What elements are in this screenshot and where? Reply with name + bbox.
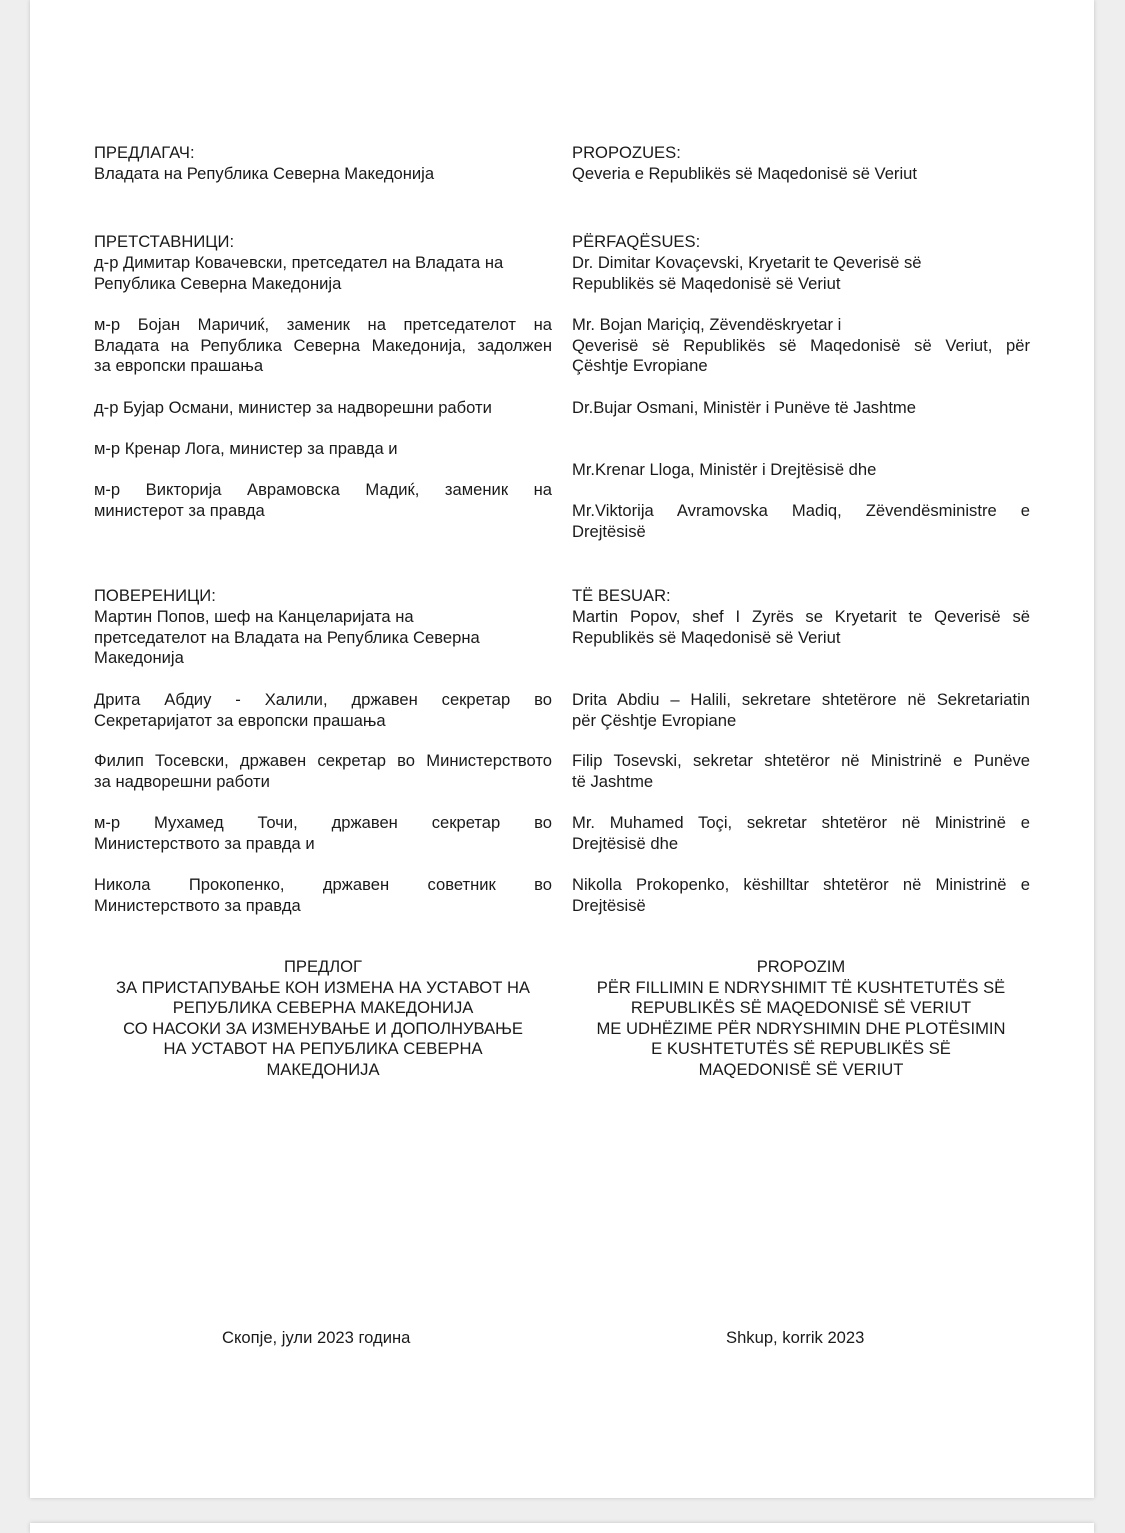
entry-line: д-р Димитар Ковачевски, претседател на Владата на xyxy=(94,253,504,272)
entry-line: Republikës së Maqedonisë së Veriut xyxy=(572,273,841,293)
entry-line: претседателот на Владата на Република Северна xyxy=(94,627,480,647)
entry-line: Мартин Попов, шеф на Канцеларијата на xyxy=(94,607,414,626)
proposal-title-sq xyxy=(571,957,1031,1081)
trustee-entry-mk xyxy=(94,751,552,792)
document-page xyxy=(30,0,1094,1498)
trustee-entry-mk xyxy=(94,690,552,731)
entry-line: м-р Викторија Аврамовска Мадиќ, заменик на xyxy=(94,480,552,499)
entry-line: Mr.Viktorija Avramovska Madiq, Zëvendësministre e xyxy=(572,501,1030,520)
representative-entry-sq xyxy=(572,501,1030,542)
entry-line: Mr.Krenar Lloga, Ministër i Drejtësisë dhe xyxy=(572,460,877,479)
trustee-entry-mk xyxy=(94,607,552,669)
representative-entry-sq xyxy=(572,460,1030,481)
entry-line: Македонија xyxy=(94,648,184,668)
entry-line: Qeverisë së Republikës së Maqedonisë së Veriut, për xyxy=(572,335,1030,355)
representative-entry-mk xyxy=(94,315,552,377)
representative-entry-sq xyxy=(572,315,1030,377)
trustees-heading-sq-wrap xyxy=(572,586,1030,607)
proposer-mk xyxy=(94,143,552,184)
entry-line: të Jashtme xyxy=(572,771,654,791)
title-line: РЕПУБЛИКА СЕВЕРНА МАКЕДОНИЈА xyxy=(172,998,474,1018)
proposer-name-sq: Qeveria e Republikës së Maqedonisë së Veriut xyxy=(572,163,917,183)
title-line: PËR FILLIMIN E NDRYSHIMIT TË KUSHTETUTËS SË xyxy=(596,977,1006,997)
representatives-heading-sq-wrap xyxy=(572,232,1030,253)
trustee-entry-sq xyxy=(572,690,1030,731)
title-line: НА УСТАВОТ НА РЕПУБЛИКА СЕВЕРНА xyxy=(163,1039,483,1059)
entry-line: Drejtësisë xyxy=(572,895,646,915)
entry-line: Drita Abdiu – Halili, sekretare shtetërore në Sekretariatin xyxy=(572,690,1030,709)
trustee-entry-sq xyxy=(572,607,1030,648)
entry-line: Martin Popov, shef I Zyrës se Kryetarit te Qeverisë së xyxy=(572,607,1030,626)
entry-line: д-р Бујар Османи, министер за надворешни работи xyxy=(94,398,492,417)
entry-line: Владата на Република Северна Македонија, задолжен xyxy=(94,335,552,355)
representatives-heading-mk: ПРЕТСТАВНИЦИ: xyxy=(94,232,235,251)
title-line: ПРЕДЛОГ xyxy=(283,957,363,976)
trustees-heading-sq: TË BESUAR: xyxy=(572,586,671,605)
entry-line: Drejtësisë xyxy=(572,521,646,541)
trustee-entry-sq xyxy=(572,875,1030,916)
title-line: MAQEDONISË SË VERIUT xyxy=(698,1059,904,1079)
entry-line: Филип Тосевски, државен секретар во Министерството xyxy=(94,751,552,770)
trustees-heading-mk-wrap xyxy=(94,586,552,607)
place-date-sq: Shkup, korrik 2023 xyxy=(726,1328,865,1347)
proposer-heading-sq: PROPOZUES: xyxy=(572,143,681,162)
entry-line: м-р Мухамед Точи, државен секретар во xyxy=(94,813,552,832)
entry-line: Nikolla Prokopenko, këshilltar shtetëror në Ministrinë e xyxy=(572,875,1030,894)
entry-line: për Çështje Evropiane xyxy=(572,710,737,730)
trustee-entry-sq xyxy=(572,813,1030,854)
entry-line: Дрита Абдиу - Халили, државен секретар во xyxy=(94,690,552,709)
representative-entry-sq xyxy=(572,398,1030,419)
entry-line: Dr.Bujar Osmani, Ministër i Punëve të Jashtme xyxy=(572,398,916,417)
representatives-heading-mk-wrap xyxy=(94,232,552,253)
representative-entry-mk xyxy=(94,439,552,460)
title-line: ME UDHËZIME PËR NDRYSHIMIN DHE PLOTËSIMIN xyxy=(596,1018,1006,1038)
entry-line: Çështje Evropiane xyxy=(572,356,708,376)
representative-entry-mk xyxy=(94,480,552,521)
entry-line: Filip Tosevski, sekretar shtetëror në Ministrinë e Punëve xyxy=(572,751,1030,770)
representative-entry-mk xyxy=(94,253,552,294)
title-line: PROPOZIM xyxy=(756,957,846,976)
entry-line: министерот за правда xyxy=(94,500,265,520)
title-line: СО НАСОКИ ЗА ИЗМЕНУВАЊЕ И ДОПОЛНУВАЊЕ xyxy=(123,1018,523,1038)
next-page-edge xyxy=(30,1523,1094,1533)
entry-line: Drejtësisë dhe xyxy=(572,833,679,853)
representative-entry-mk xyxy=(94,398,552,419)
entry-line: Republikës së Maqedonisë së Veriut xyxy=(572,627,841,647)
representatives-heading-sq: PËRFAQËSUES: xyxy=(572,232,701,251)
proposer-heading-mk: ПРЕДЛАГАЧ: xyxy=(94,143,195,162)
trustee-entry-mk xyxy=(94,875,552,916)
representative-entry-sq xyxy=(572,253,1030,294)
title-line: REPUBLIKËS SË MAQEDONISË SË VERIUT xyxy=(630,998,972,1018)
proposer-sq xyxy=(572,143,1030,184)
entry-line: Министерството за правда и xyxy=(94,833,315,853)
trustee-entry-mk xyxy=(94,813,552,854)
entry-line: Република Северна Македонија xyxy=(94,273,342,293)
entry-line: Министерството за правда xyxy=(94,895,301,915)
entry-line: за надворешни работи xyxy=(94,771,270,791)
proposal-title-mk xyxy=(93,957,553,1081)
place-date-mk: Скопје, јули 2023 година xyxy=(222,1328,411,1347)
entry-line: за европски прашања xyxy=(94,356,264,376)
title-line: ЗА ПРИСТАПУВАЊЕ КОН ИЗМЕНА НА УСТАВОТ НА xyxy=(115,977,530,997)
title-line: МАКЕДОНИЈА xyxy=(266,1059,380,1079)
entry-line: Никола Прокопенко, државен советник во xyxy=(94,875,552,894)
trustees-heading-mk: ПОВЕРЕНИЦИ: xyxy=(94,586,216,605)
entry-line: Mr. Bojan Mariçiq, Zëvendëskryetar i xyxy=(572,315,842,334)
entry-line: Dr. Dimitar Kovaçevski, Kryetarit te Qeverisë së xyxy=(572,253,922,272)
entry-line: м-р Кренар Лога, министер за правда и xyxy=(94,439,398,458)
entry-line: м-р Бојан Маричиќ, заменик на претседателот на xyxy=(94,315,552,334)
entry-line: Mr. Muhamed Toçi, sekretar shtetëror në Ministrinë e xyxy=(572,813,1030,832)
proposer-name-mk: Владата на Република Северна Македонија xyxy=(94,163,435,183)
trustee-entry-sq xyxy=(572,751,1030,792)
entry-line: Секретаријатот за европски прашања xyxy=(94,710,386,730)
title-line: E KUSHTETUTËS SË REPUBLIKËS SË xyxy=(651,1039,951,1059)
